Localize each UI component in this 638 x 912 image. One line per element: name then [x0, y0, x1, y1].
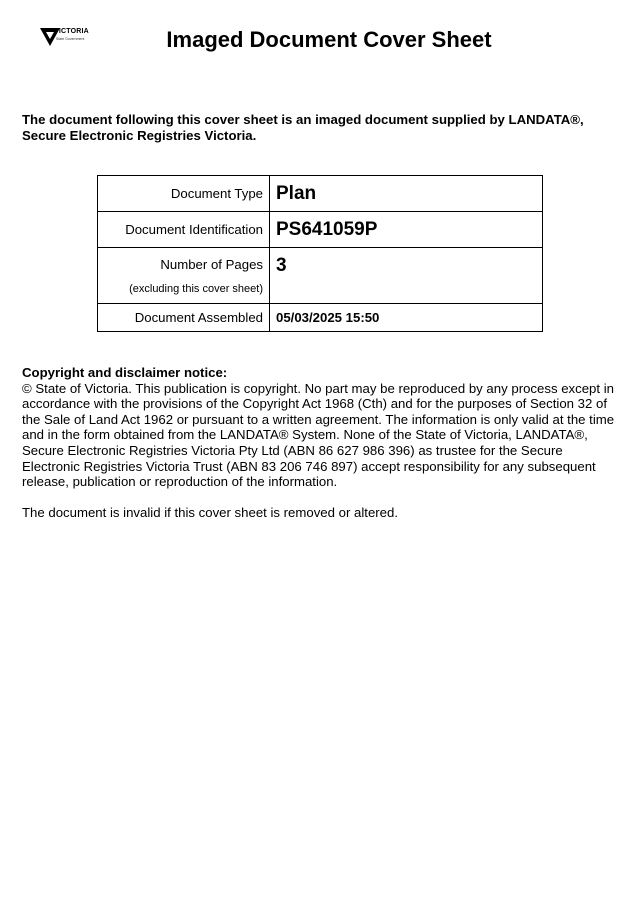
document-type-row — [98, 176, 543, 212]
document-type-label: Document Type — [98, 176, 270, 212]
assembled-row — [98, 304, 543, 332]
page-title: Imaged Document Cover Sheet — [166, 27, 492, 52]
document-details-table — [97, 175, 543, 332]
logo-word: VICTORIA — [54, 28, 89, 35]
logo-subtitle: State Government — [56, 37, 85, 41]
pages-row — [98, 248, 543, 304]
document-id-row — [98, 212, 543, 248]
pages-label: Number of Pages — [160, 257, 263, 272]
assembled-label: Document Assembled — [98, 304, 270, 332]
victoria-logo — [40, 26, 88, 52]
pages-sublabel: (excluding this cover sheet) — [129, 283, 263, 295]
invalid-notice: The document is invalid if this cover sheet is removed or altered. — [22, 505, 399, 520]
notice-body: © State of Victoria. This publication is copyright. No part may be reproduced by any process except in accordance with the provisions of the Copyright Act 1968 (Cth) and for the purposes of Section 32 of the Sale of Land Act 1962 or pursuant to a written agreement. The information is only valid at the time and in the form obtained from the LANDATA® System. None of the State of Victoria, LANDATA®, Secure Electronic Registries Victoria Pty Ltd (ABN 86 627 986 396) as trustee for the Secure Electronic Registries Victoria Trust (ABN 83 206 746 897) accept responsibility for any subsequent release, publication or reproduction of the information. — [22, 380, 615, 490]
document-type-value: Plan — [270, 176, 543, 212]
document-id-label: Document Identification — [98, 212, 270, 248]
document-id-value: PS641059P — [270, 212, 543, 248]
assembled-value: 05/03/2025 15:50 — [270, 304, 543, 332]
copyright-notice — [22, 365, 622, 490]
pages-label-cell — [98, 248, 270, 304]
pages-value: 3 — [276, 255, 287, 276]
pages-value-cell — [270, 248, 543, 304]
intro-text: The document following this cover sheet is an imaged document supplied by LANDATA®, Secure Electronic Registries Victoria. — [22, 112, 584, 143]
notice-heading: Copyright and disclaimer notice: — [22, 365, 228, 380]
